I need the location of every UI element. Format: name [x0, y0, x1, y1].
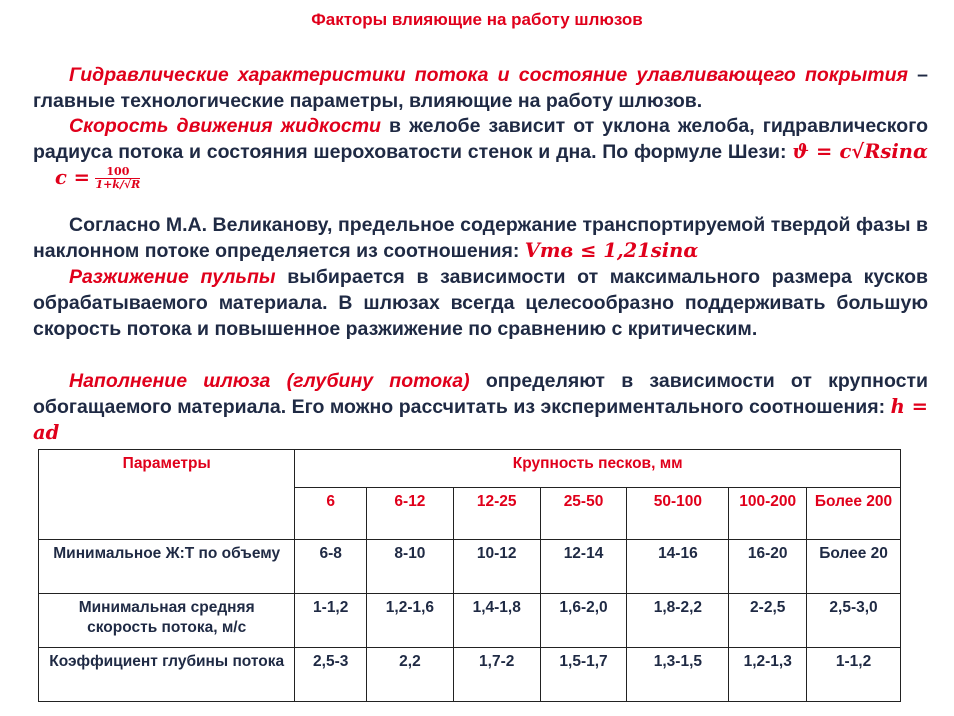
table-cell: 2,5-3	[295, 648, 367, 702]
chezy-coefficient-fraction	[95, 166, 140, 191]
paragraph-text: – главные технологические параметры, влияющие на работу шлюзов.	[33, 64, 928, 112]
table-cell: 1,3-1,5	[627, 648, 729, 702]
size-header: 6-12	[367, 488, 454, 540]
size-header: 25-50	[540, 488, 627, 540]
table-cell: 1,4-1,8	[453, 594, 540, 648]
chezy-coefficient-lhs: c =	[55, 166, 91, 189]
size-group-header: Крупность песков, мм	[295, 450, 901, 488]
paragraph-hydraulics	[33, 62, 928, 114]
fraction-numerator: 100	[95, 166, 140, 179]
table-cell: 12-14	[540, 540, 627, 594]
table-cell: 6-8	[295, 540, 367, 594]
chezy-formula: ϑ = c√Rsinα	[792, 140, 928, 163]
size-header: 100-200	[729, 488, 807, 540]
table-cell: 1,7-2	[453, 648, 540, 702]
paragraph-text: определяют в зависимости от крупности обогащаемого материала. Его можно рассчитать из экспериментального соотношения:	[33, 370, 928, 418]
depth-formula: h = ad	[33, 395, 928, 444]
table-row	[39, 594, 901, 648]
table-cell: 1-1,2	[295, 594, 367, 648]
table-cell: 1,8-2,2	[627, 594, 729, 648]
table-cell: 1,5-1,7	[540, 648, 627, 702]
size-header: Более 200	[807, 488, 901, 540]
row-label: Минимальное Ж:Т по объему	[39, 540, 295, 594]
fraction-denominator: 1+k/√R	[95, 178, 141, 192]
size-header: 50-100	[627, 488, 729, 540]
paragraph-text: в желобе зависит от уклона желоба, гидравлического радиуса потока и состояния шероховатости стенок и дна. По формуле Шези:	[33, 115, 928, 163]
table-cell: 2-2,5	[729, 594, 807, 648]
table-cell: 1,2-1,3	[729, 648, 807, 702]
size-header: 12-25	[453, 488, 540, 540]
row-label: Коэффициент глубины потока	[39, 648, 295, 702]
paragraph-velikanov	[33, 212, 928, 264]
table-cell: Более 20	[807, 540, 901, 594]
table-cell: 1,2-1,6	[367, 594, 454, 648]
table-cell: 16-20	[729, 540, 807, 594]
row-label: Минимальная средняя скорость потока, м/с	[39, 594, 295, 648]
table-row	[39, 540, 901, 594]
paragraph-text: выбирается в зависимости от максимального размера кусков обрабатываемого материала. В шлюзах всегда целесообразно поддерживать большую скорость потока и повышенное разжижение по сравнению с критическим.	[33, 266, 928, 340]
term-filling: Наполнение шлюза (глубину потока)	[69, 370, 470, 392]
term-velocity: Скорость движения жидкости	[69, 115, 381, 137]
paragraph-dilution	[33, 264, 928, 342]
table-cell: 2,5-3,0	[807, 594, 901, 648]
term-hydraulics: Гидравлические характеристики потока и состояние улавливающего покрытия	[69, 64, 908, 86]
paragraph-velocity	[33, 113, 928, 191]
param-header: Параметры	[39, 450, 295, 540]
table-cell: 8-10	[367, 540, 454, 594]
term-dilution: Разжижение пульпы	[69, 266, 276, 288]
table-cell: 1-1,2	[807, 648, 901, 702]
size-header: 6	[295, 488, 367, 540]
table-cell: 10-12	[453, 540, 540, 594]
paragraph-text: Согласно М.А. Великанову, предельное содержание транспортируемой твердой фазы в наклонном потоке определяется из соотношения:	[33, 214, 928, 262]
table-cell: 14-16	[627, 540, 729, 594]
velikanov-formula: Vтв ≤ 1,21sinα	[524, 239, 699, 262]
table-row	[39, 648, 901, 702]
page-title: Факторы влияющие на работу шлюзов	[311, 10, 643, 29]
table-cell: 1,6-2,0	[540, 594, 627, 648]
paragraph-filling	[33, 368, 928, 446]
table-cell: 2,2	[367, 648, 454, 702]
sand-size-table	[38, 449, 901, 702]
